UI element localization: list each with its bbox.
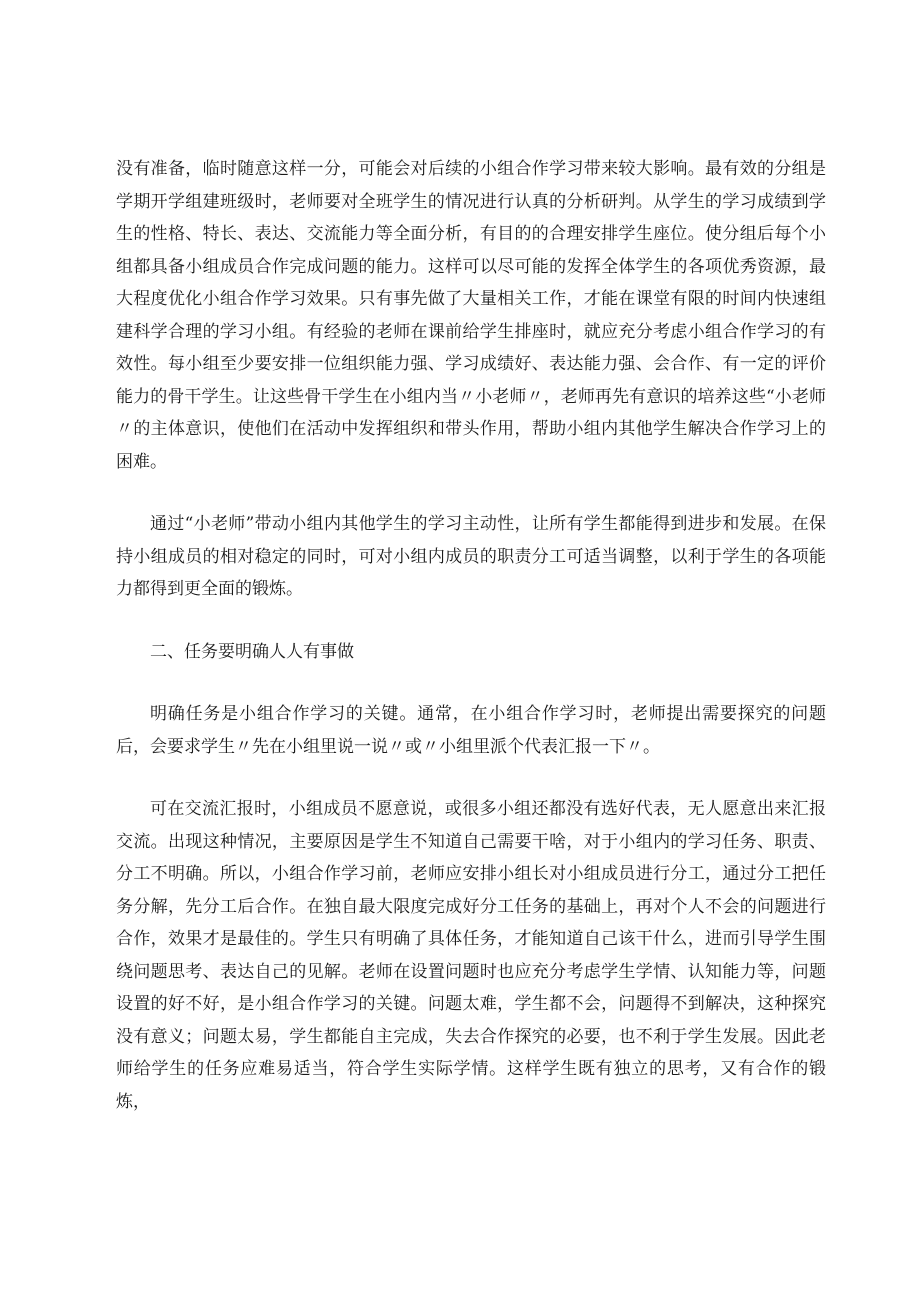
section-heading: 二、任务要明确人人有事做 [150,641,354,662]
paragraph-3: 明确任务是小组合作学习的关键。通常，在小组合作学习时，老师提出需要探究的问题后，会要求学生〃先在小组里说一说〃或〃小组里派个代表汇报一下〃。 [116,704,826,757]
paragraph-2: 通过“小老师”带动小组内其他学生的学习主动性，让所有学生都能得到进步和发展。在保持小组成员的相对稳定的同时，可对小组内成员的职责分工可适当调整，以利于学生的各项能力都得到更全面的锻炼。 [116,514,826,599]
paragraph-1: 没有准备，临时随意这样一分，可能会对后续的小组合作学习带来较大影响。最有效的分组是学期开学组建班级时，老师要对全班学生的情况进行认真的分析研判。从学生的学习成绩到学生的性格、特长、表达、交流能力等全面分析，有目的的合理安排学生座位。使分组后每个小组都具备小组成员合作完成问题的能力。这样可以尽可能的发挥全体学生的各项优秀资源，最大程度优化小组合作学习效果。只有事先做了大量相关工作，才能在课堂有限的时间内快速组建科学合理的学习小组。有经验的老师在课前给学生排座时，就应充分考虑小组合作学习的有效性。每小组至少要安排一位组织能力强、学习成绩好、表达能力强、会合作、有一定的评价能力的骨干学生。让这些骨干学生在小组内当〃小老师〃，老师再先有意识的培养这些“小老师〃的主体意识，使他们在活动中发挥组织和带头作用，帮助小组内其他学生解决合作学习上的困难。 [116,159,826,472]
document-body [116,153,826,1148]
paragraph-4: 可在交流汇报时，小组成员不愿意说，或很多小组还都没有选好代表，无人愿意出来汇报交流。出现这种情况，主要原因是学生不知道自己需要干啥，对于小组内的学习任务、职责、分工不明确。所以，小组合作学习前，老师应安排小组长对小组成员进行分工，通过分工把任务分解，先分工后合作。在独自最大限度完成好分工任务的基础上，再对个人不会的问题进行合作，效果才是最佳的。学生只有明确了具体任务，才能知道自己该干什么，进而引导学生围绕问题思考、表达自己的见解。老师在设置问题时也应充分考虑学生学情、认知能力等，问题设置的好不好，是小组合作学习的关键。问题太难，学生都不会，问题得不到解决，这种探究没有意义；问题太易，学生都能自主完成，失去合作探究的必要，也不利于学生发展。因此老师给学生的任务应难易适当，符合学生实际学情。这样学生既有独立的思考，又有合作的锻炼， [116,799,826,1112]
